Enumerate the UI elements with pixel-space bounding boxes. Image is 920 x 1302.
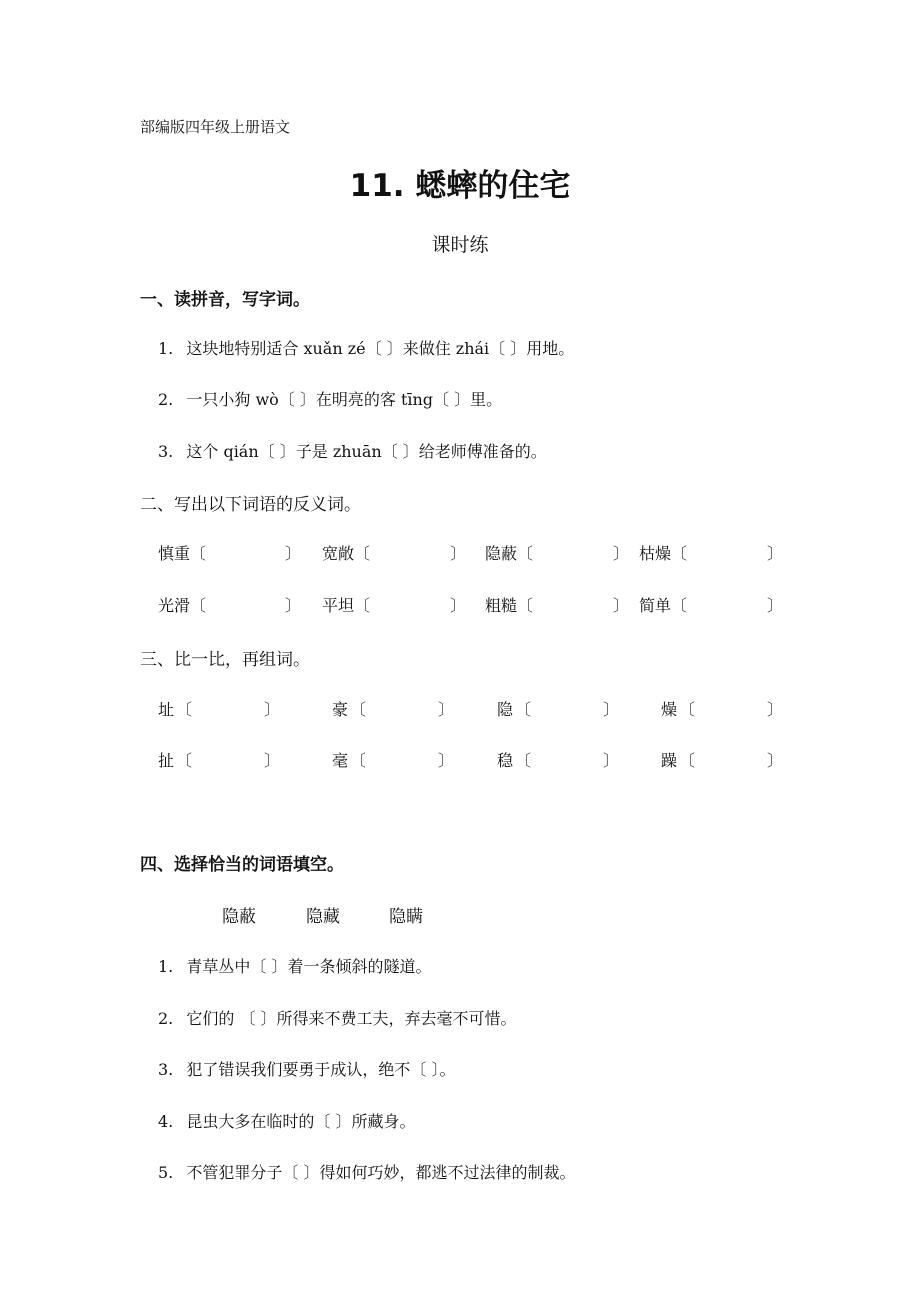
section4-heading: 四、选择恰当的词语填空。 — [140, 855, 344, 875]
item-number: 3. — [158, 442, 174, 461]
page-title: 11. 蟋蟀的住宅 — [349, 168, 571, 204]
answer-bracket-close: 〕 — [285, 544, 302, 563]
item-number: 4. — [158, 1112, 174, 1131]
section1-heading: 一、读拼音，写字词。 — [140, 290, 310, 310]
grid-word: 毫 — [332, 751, 349, 770]
answer-bracket-close: 〕 — [450, 544, 467, 563]
section4-item-5 — [158, 1160, 575, 1183]
section1-item-1 — [158, 336, 574, 359]
answer-bracket-close: 〕 — [450, 596, 467, 615]
answer-bracket-open: 〔 — [671, 544, 688, 563]
grid-word: 燥 — [661, 700, 678, 719]
grid-word: 躁 — [661, 751, 678, 770]
page-subtitle: 课时练 — [431, 234, 489, 256]
answer-bracket-open: 〔 — [190, 596, 207, 615]
section4-item-3 — [158, 1057, 455, 1080]
item-number: 2. — [158, 1009, 174, 1028]
answer-bracket-open: 〔 — [354, 596, 371, 615]
answer-bracket-open: 〔 — [515, 700, 532, 719]
grid-word: 粗糙 — [485, 596, 518, 615]
item-number: 1. — [158, 339, 174, 358]
section1-item-3 — [158, 439, 547, 462]
answer-bracket-open: 〔 — [176, 751, 193, 770]
answer-bracket-open: 〔 — [679, 751, 696, 770]
answer-bracket-open: 〔 — [517, 544, 534, 563]
item-text: 不管犯罪分子〔 〕得如何巧妙，都逃不过法律的制裁。 — [186, 1163, 576, 1182]
item-number: 5. — [158, 1163, 174, 1182]
grid-word: 稳 — [497, 751, 514, 770]
answer-bracket-open: 〔 — [515, 751, 532, 770]
answer-bracket-close: 〕 — [613, 544, 630, 563]
section1-item-2 — [158, 387, 502, 410]
grid-word: 光滑 — [158, 596, 191, 615]
grid-word: 隐 — [497, 700, 514, 719]
answer-bracket-close: 〕 — [767, 544, 784, 563]
item-number: 1. — [158, 957, 174, 976]
answer-bracket-open: 〔 — [679, 700, 696, 719]
item-text: 一只小狗 wò〔 〕在明亮的客 tīng〔 〕里。 — [186, 390, 503, 409]
item-text: 这块地特别适合 xuǎn zé〔 〕来做住 zhái〔 〕用地。 — [186, 339, 575, 358]
grid-word: 枯燥 — [639, 544, 672, 563]
grid-word: 宽敞 — [322, 544, 355, 563]
answer-bracket-close: 〕 — [767, 596, 784, 615]
answer-bracket-open: 〔 — [350, 700, 367, 719]
answer-bracket-close: 〕 — [603, 700, 620, 719]
answer-bracket-open: 〔 — [354, 544, 371, 563]
grid-word: 简单 — [639, 596, 672, 615]
answer-bracket-close: 〕 — [603, 751, 620, 770]
worksheet-header: 部编版四年级上册语文 — [140, 118, 291, 136]
word-bank-item: 隐蔽 — [222, 907, 256, 927]
answer-bracket-close: 〕 — [264, 751, 281, 770]
answer-bracket-close: 〕 — [613, 596, 630, 615]
grid-word: 慎重 — [158, 544, 191, 563]
word-bank-item: 隐藏 — [306, 907, 340, 927]
item-text: 这个 qián〔 〕子是 zhuān〔 〕给老师傅准备的。 — [186, 442, 547, 461]
grid-word: 豪 — [332, 700, 349, 719]
answer-bracket-close: 〕 — [438, 700, 455, 719]
answer-bracket-close: 〕 — [767, 700, 784, 719]
answer-bracket-close: 〕 — [264, 700, 281, 719]
grid-word: 扯 — [158, 751, 175, 770]
grid-word: 隐蔽 — [485, 544, 518, 563]
section3-heading: 三、比一比，再组词。 — [140, 650, 310, 670]
item-text: 它们的 〔 〕所得来不费工夫，弃去毫不可惜。 — [186, 1009, 517, 1028]
section4-item-2 — [158, 1006, 517, 1029]
answer-bracket-open: 〔 — [176, 700, 193, 719]
grid-word: 平坦 — [322, 596, 355, 615]
section4-item-1 — [158, 954, 431, 977]
answer-bracket-open: 〔 — [671, 596, 688, 615]
answer-bracket-close: 〕 — [438, 751, 455, 770]
item-text: 昆虫大多在临时的〔 〕所藏身。 — [186, 1112, 416, 1131]
item-text: 犯了错误我们要勇于成认，绝不〔 〕。 — [186, 1060, 456, 1079]
answer-bracket-close: 〕 — [767, 751, 784, 770]
item-text: 青草丛中〔 〕着一条倾斜的隧道。 — [186, 957, 432, 976]
answer-bracket-open: 〔 — [190, 544, 207, 563]
item-number: 2. — [158, 390, 174, 409]
section2-heading: 二、写出以下词语的反义词。 — [140, 495, 361, 515]
item-number: 3. — [158, 1060, 174, 1079]
answer-bracket-open: 〔 — [350, 751, 367, 770]
grid-word: 址 — [158, 700, 175, 719]
word-bank-item: 隐瞒 — [389, 907, 423, 927]
section4-item-4 — [158, 1109, 415, 1132]
answer-bracket-close: 〕 — [285, 596, 302, 615]
answer-bracket-open: 〔 — [517, 596, 534, 615]
